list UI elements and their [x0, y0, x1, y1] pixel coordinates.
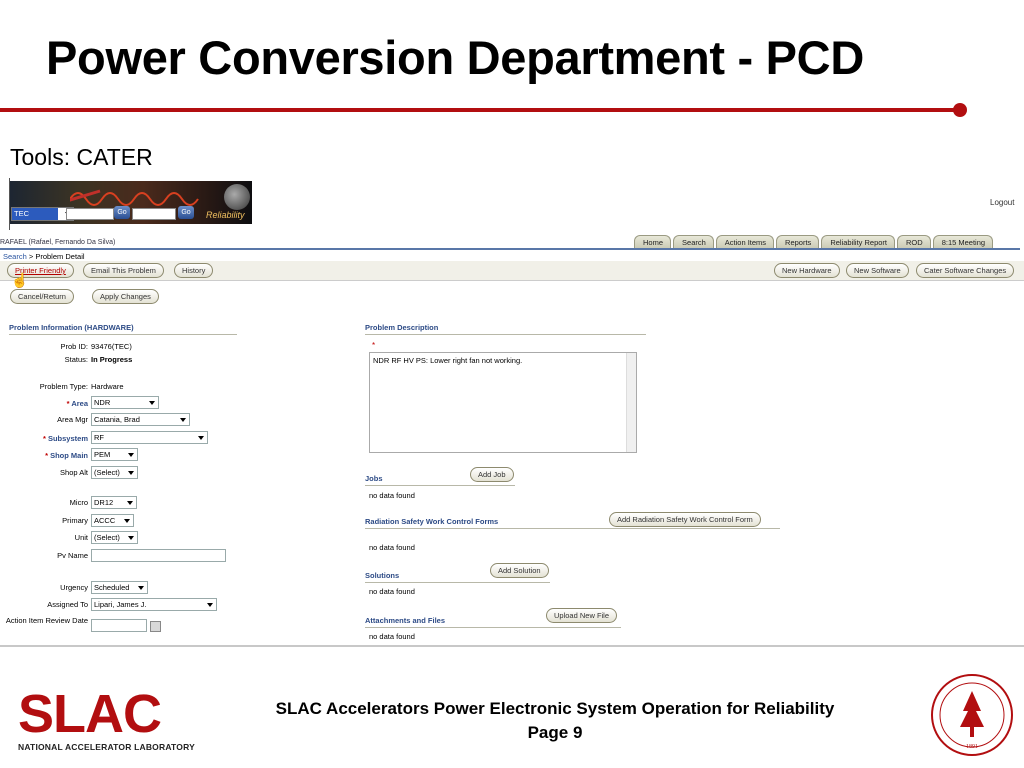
status-value: In Progress: [91, 355, 133, 364]
action-button-bar: [0, 261, 1024, 281]
tab-reports[interactable]: Reports: [776, 235, 819, 249]
svg-text:SLAC: SLAC: [18, 688, 161, 740]
slac-logo-subtext: NATIONAL ACCELERATOR LABORATORY: [18, 742, 195, 752]
tab-action-items[interactable]: Action Items: [716, 235, 774, 249]
shop-main-select[interactable]: PEM: [91, 448, 138, 461]
new-hardware-button[interactable]: New Hardware: [774, 263, 840, 278]
required-marker: *: [372, 341, 376, 350]
solutions-empty: no data found: [369, 587, 415, 596]
tab-815-meeting[interactable]: 8:15 Meeting: [933, 235, 993, 249]
cater-software-changes-button[interactable]: Cater Software Changes: [916, 263, 1014, 278]
problem-description-heading: Problem Description: [365, 323, 646, 335]
prob-id-label: Prob ID:: [60, 342, 88, 351]
attachments-heading: Attachments and Files: [365, 616, 621, 628]
logout-link[interactable]: Logout: [990, 198, 1015, 207]
slide-footer: [200, 697, 910, 745]
app-banner: [10, 181, 252, 224]
printer-friendly-button[interactable]: Printer Friendly: [7, 263, 74, 278]
hand-cursor-icon: ☝: [11, 272, 29, 288]
system-select[interactable]: TEC: [11, 207, 74, 221]
action-item-review-input[interactable]: [91, 619, 147, 632]
title-divider: [0, 108, 958, 112]
banner-search-input-2[interactable]: [132, 208, 176, 220]
primary-select[interactable]: ACCC: [91, 514, 134, 527]
shop-alt-select[interactable]: (Select): [91, 466, 138, 479]
breadcrumb-current: Problem Detail: [35, 252, 85, 261]
problem-info-heading: Problem Information (HARDWARE): [9, 323, 237, 335]
pv-name-label: Pv Name: [57, 551, 88, 560]
rswcf-heading: Radiation Safety Work Control Forms: [365, 517, 780, 529]
screenshot-bottom-edge: [0, 645, 1024, 647]
title-divider-dot: [953, 103, 967, 117]
area-mgr-label: Area Mgr: [57, 415, 88, 424]
slac-logo: [18, 688, 190, 745]
status-label: Status:: [64, 355, 88, 364]
go-button[interactable]: Go: [114, 206, 130, 219]
slide-subtitle: Tools: CATER: [10, 144, 153, 170]
subsystem-label: * Subsystem: [42, 434, 88, 443]
page-number: Page 9: [527, 723, 583, 742]
slide-title: Power Conversion Department - PCD: [46, 31, 864, 84]
email-problem-button[interactable]: Email This Problem: [83, 263, 164, 278]
solutions-heading: Solutions: [365, 571, 550, 583]
rswcf-empty: no data found: [369, 543, 415, 552]
subsystem-select[interactable]: RF: [91, 431, 208, 444]
tab-home[interactable]: Home: [634, 235, 671, 249]
attachments-empty: no data found: [369, 632, 415, 641]
micro-select[interactable]: DR12: [91, 496, 137, 509]
urgency-label: Urgency: [60, 583, 88, 592]
cancel-return-button[interactable]: Cancel/Return: [10, 289, 74, 304]
tab-reliability-report[interactable]: Reliability Report: [821, 235, 895, 249]
new-software-button[interactable]: New Software: [846, 263, 909, 278]
add-rswcf-button[interactable]: Add Radiation Safety Work Control Form: [609, 512, 761, 527]
stanford-seal: [930, 673, 1014, 762]
area-select[interactable]: NDR: [91, 396, 159, 409]
area-label: * Area: [66, 399, 88, 408]
jobs-empty: no data found: [369, 491, 415, 500]
problem-type-value: Hardware: [91, 382, 124, 391]
tab-search[interactable]: Search: [673, 235, 714, 249]
scrollbar[interactable]: [626, 353, 636, 452]
tab-rod[interactable]: ROD: [897, 235, 931, 249]
calendar-icon[interactable]: [150, 621, 161, 632]
add-job-button[interactable]: Add Job: [470, 467, 514, 482]
urgency-select[interactable]: Scheduled: [91, 581, 148, 594]
pv-name-input[interactable]: [91, 549, 226, 562]
breadcrumb-search-link[interactable]: Search: [3, 252, 27, 261]
current-user: RAFAEL (Rafael, Fernando Da Silva): [0, 239, 116, 246]
svg-text:1891: 1891: [966, 744, 978, 750]
brand-logo: Reliability: [206, 210, 245, 220]
shop-alt-label: Shop Alt: [60, 468, 88, 477]
action-item-review-label: Action Item Review Date: [5, 616, 88, 625]
unit-select[interactable]: (Select): [91, 531, 138, 544]
micro-label: Micro: [69, 498, 88, 507]
history-button[interactable]: History: [174, 263, 213, 278]
shop-main-label: * Shop Main: [45, 451, 88, 460]
problem-description-text: NDR RF HV PS: Lower right fan not working.: [373, 356, 523, 365]
problem-type-label: Problem Type:: [39, 382, 88, 391]
banner-search-input[interactable]: [66, 208, 114, 220]
breadcrumb: [3, 252, 85, 261]
assigned-to-label: Assigned To: [47, 600, 88, 609]
problem-description-textarea[interactable]: [369, 352, 637, 453]
add-solution-button[interactable]: Add Solution: [490, 563, 549, 578]
footer-line-1: SLAC Accelerators Power Electronic System Operation for Reliability: [275, 699, 835, 718]
slac-logo-graphic: [18, 688, 190, 740]
tab-bar: [634, 235, 993, 249]
area-mgr-select[interactable]: Catania, Brad: [91, 413, 190, 426]
prob-id-value: 93476(TEC): [91, 342, 132, 351]
go-button-2[interactable]: Go: [178, 206, 194, 219]
header-divider: [0, 248, 1020, 250]
jobs-heading: Jobs: [365, 474, 515, 486]
globe-icon: [224, 184, 250, 210]
stanford-seal-graphic: [930, 673, 1014, 757]
upload-file-button[interactable]: Upload New File: [546, 608, 617, 623]
apply-changes-button[interactable]: Apply Changes: [92, 289, 159, 304]
assigned-to-select[interactable]: Lipari, James J.: [91, 598, 217, 611]
unit-label: Unit: [74, 533, 88, 542]
primary-label: Primary: [62, 516, 88, 525]
breadcrumb-separator: >: [28, 252, 34, 261]
